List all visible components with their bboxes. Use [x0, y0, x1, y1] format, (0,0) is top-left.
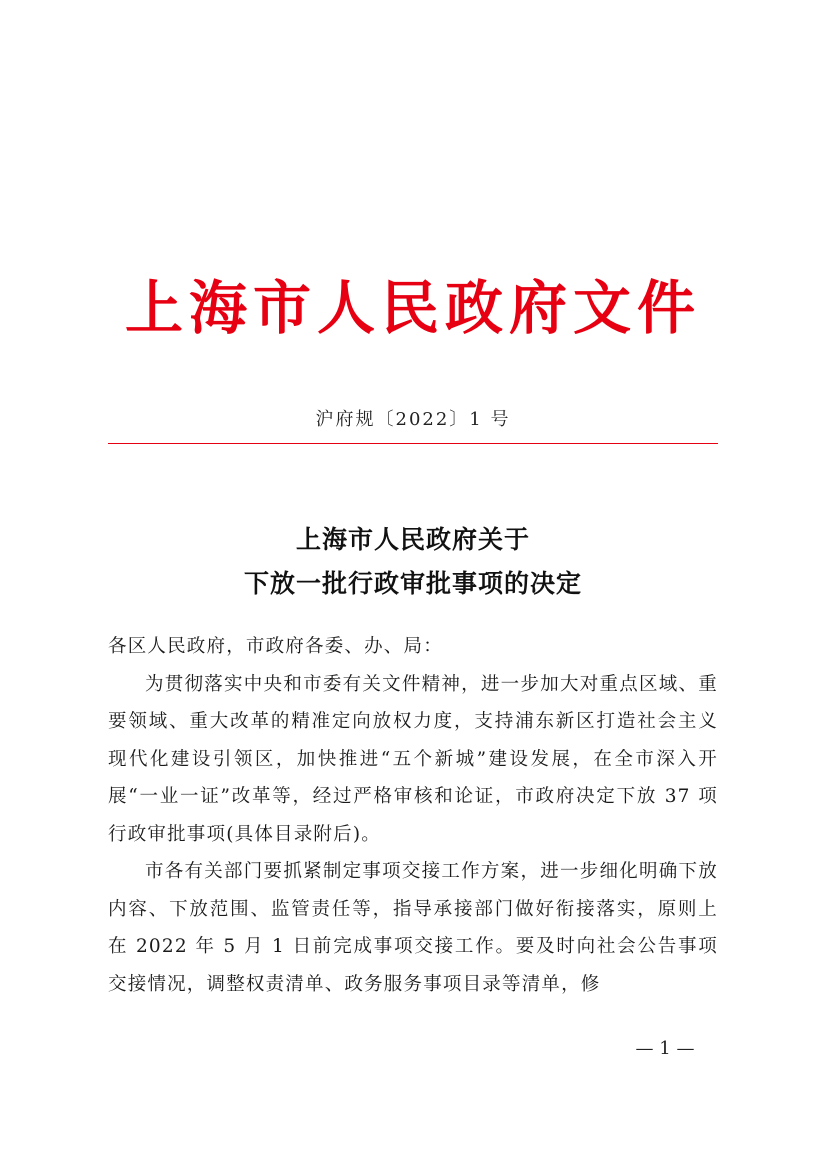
document-number: 沪府规〔2022〕1 号	[315, 409, 511, 430]
body-paragraph-2: 市各有关部门要抓紧制定事项交接工作方案，进一步细化明确下放内容、下放范围、监管责任等，指导承接部门做好衔接落实，原则上在 2022 年 5 月 1 日前完成事项交接工作。要及时向社会公告事项交接情况，调整权责清单、政务服务事项目录等清单，修	[108, 861, 718, 995]
addressee: 各区人民政府，市政府各委、办、局：	[108, 636, 443, 657]
page-number: — 1 —	[635, 1038, 695, 1059]
document-title	[0, 518, 826, 606]
document-body	[108, 628, 718, 1003]
body-paragraph-1: 为贯彻落实中央和市委有关文件精神，进一步加大对重点区域、重要领域、重大改革的精准定向放权力度，支持浦东新区打造社会主义现代化建设引领区，加快推进“五个新城”建设发展，在全市深入开展“一业一证”改革等，经过严格审核和论证，市政府决定下放 37 项行政审批事项(具体目录附后)。	[108, 673, 718, 845]
document-title-line-1: 上海市人民政府关于	[295, 525, 530, 554]
document-title-line-2: 下放一批行政审批事项的决定	[243, 569, 582, 598]
header-divider	[108, 443, 718, 444]
document-header-title: 上海市人民政府文件	[124, 274, 701, 342]
